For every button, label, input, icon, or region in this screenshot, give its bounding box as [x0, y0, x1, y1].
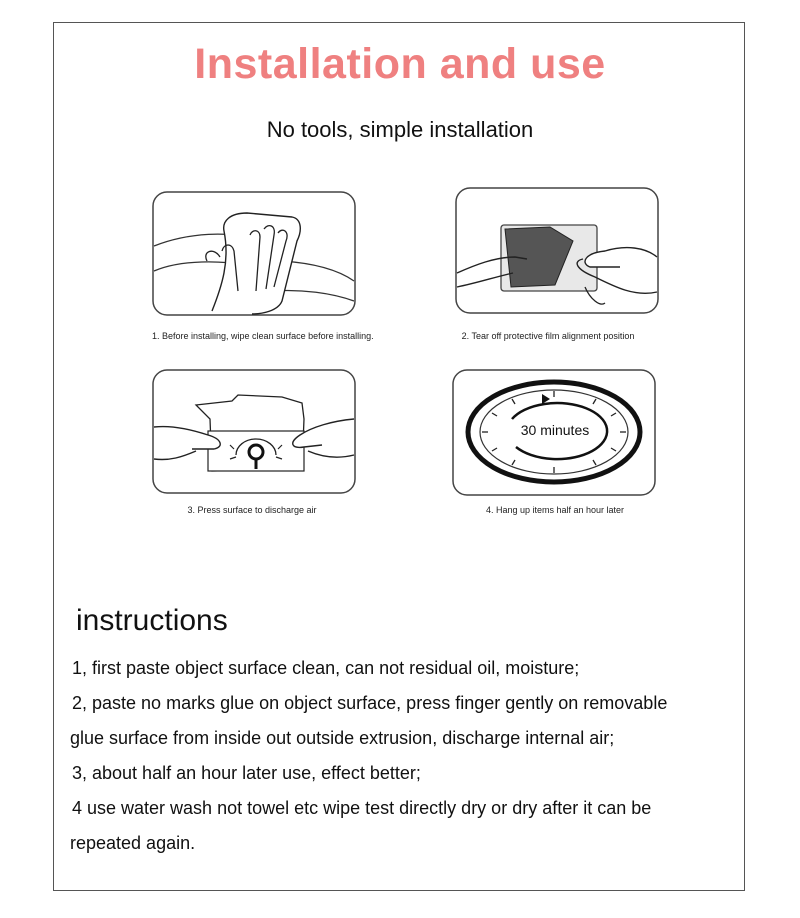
- step-3-illustration: [152, 369, 356, 494]
- step-1-illustration: [152, 191, 356, 316]
- instructions-heading: instructions: [76, 604, 228, 637]
- step-2-illustration: [455, 187, 659, 314]
- step-4-clock-label: 30 minutes: [520, 422, 590, 438]
- instruction-line-4: 3, about half an hour later use, effect better;: [72, 763, 421, 783]
- step-2-caption: 2. Tear off protective film alignment position: [461, 331, 635, 341]
- instruction-line-6: repeated again.: [70, 833, 196, 853]
- page-subtitle: No tools, simple installation: [266, 117, 534, 142]
- instruction-line-5: 4 use water wash not towel etc wipe test directly dry or dry after it can be: [72, 798, 652, 818]
- instruction-line-3: glue surface from inside out outside extrusion, discharge internal air;: [70, 728, 615, 748]
- step-3-caption: 3. Press surface to discharge air: [187, 505, 317, 515]
- instruction-line-2: 2, paste no marks glue on object surface, press finger gently on removable: [72, 693, 668, 713]
- step-1-caption: 1. Before installing, wipe clean surface before installing.: [152, 331, 374, 341]
- instruction-line-1: 1, first paste object surface clean, can not residual oil, moisture;: [72, 658, 580, 678]
- page-title: Installation and use: [194, 40, 606, 88]
- step-4-caption: 4. Hang up items half an hour later: [485, 505, 625, 515]
